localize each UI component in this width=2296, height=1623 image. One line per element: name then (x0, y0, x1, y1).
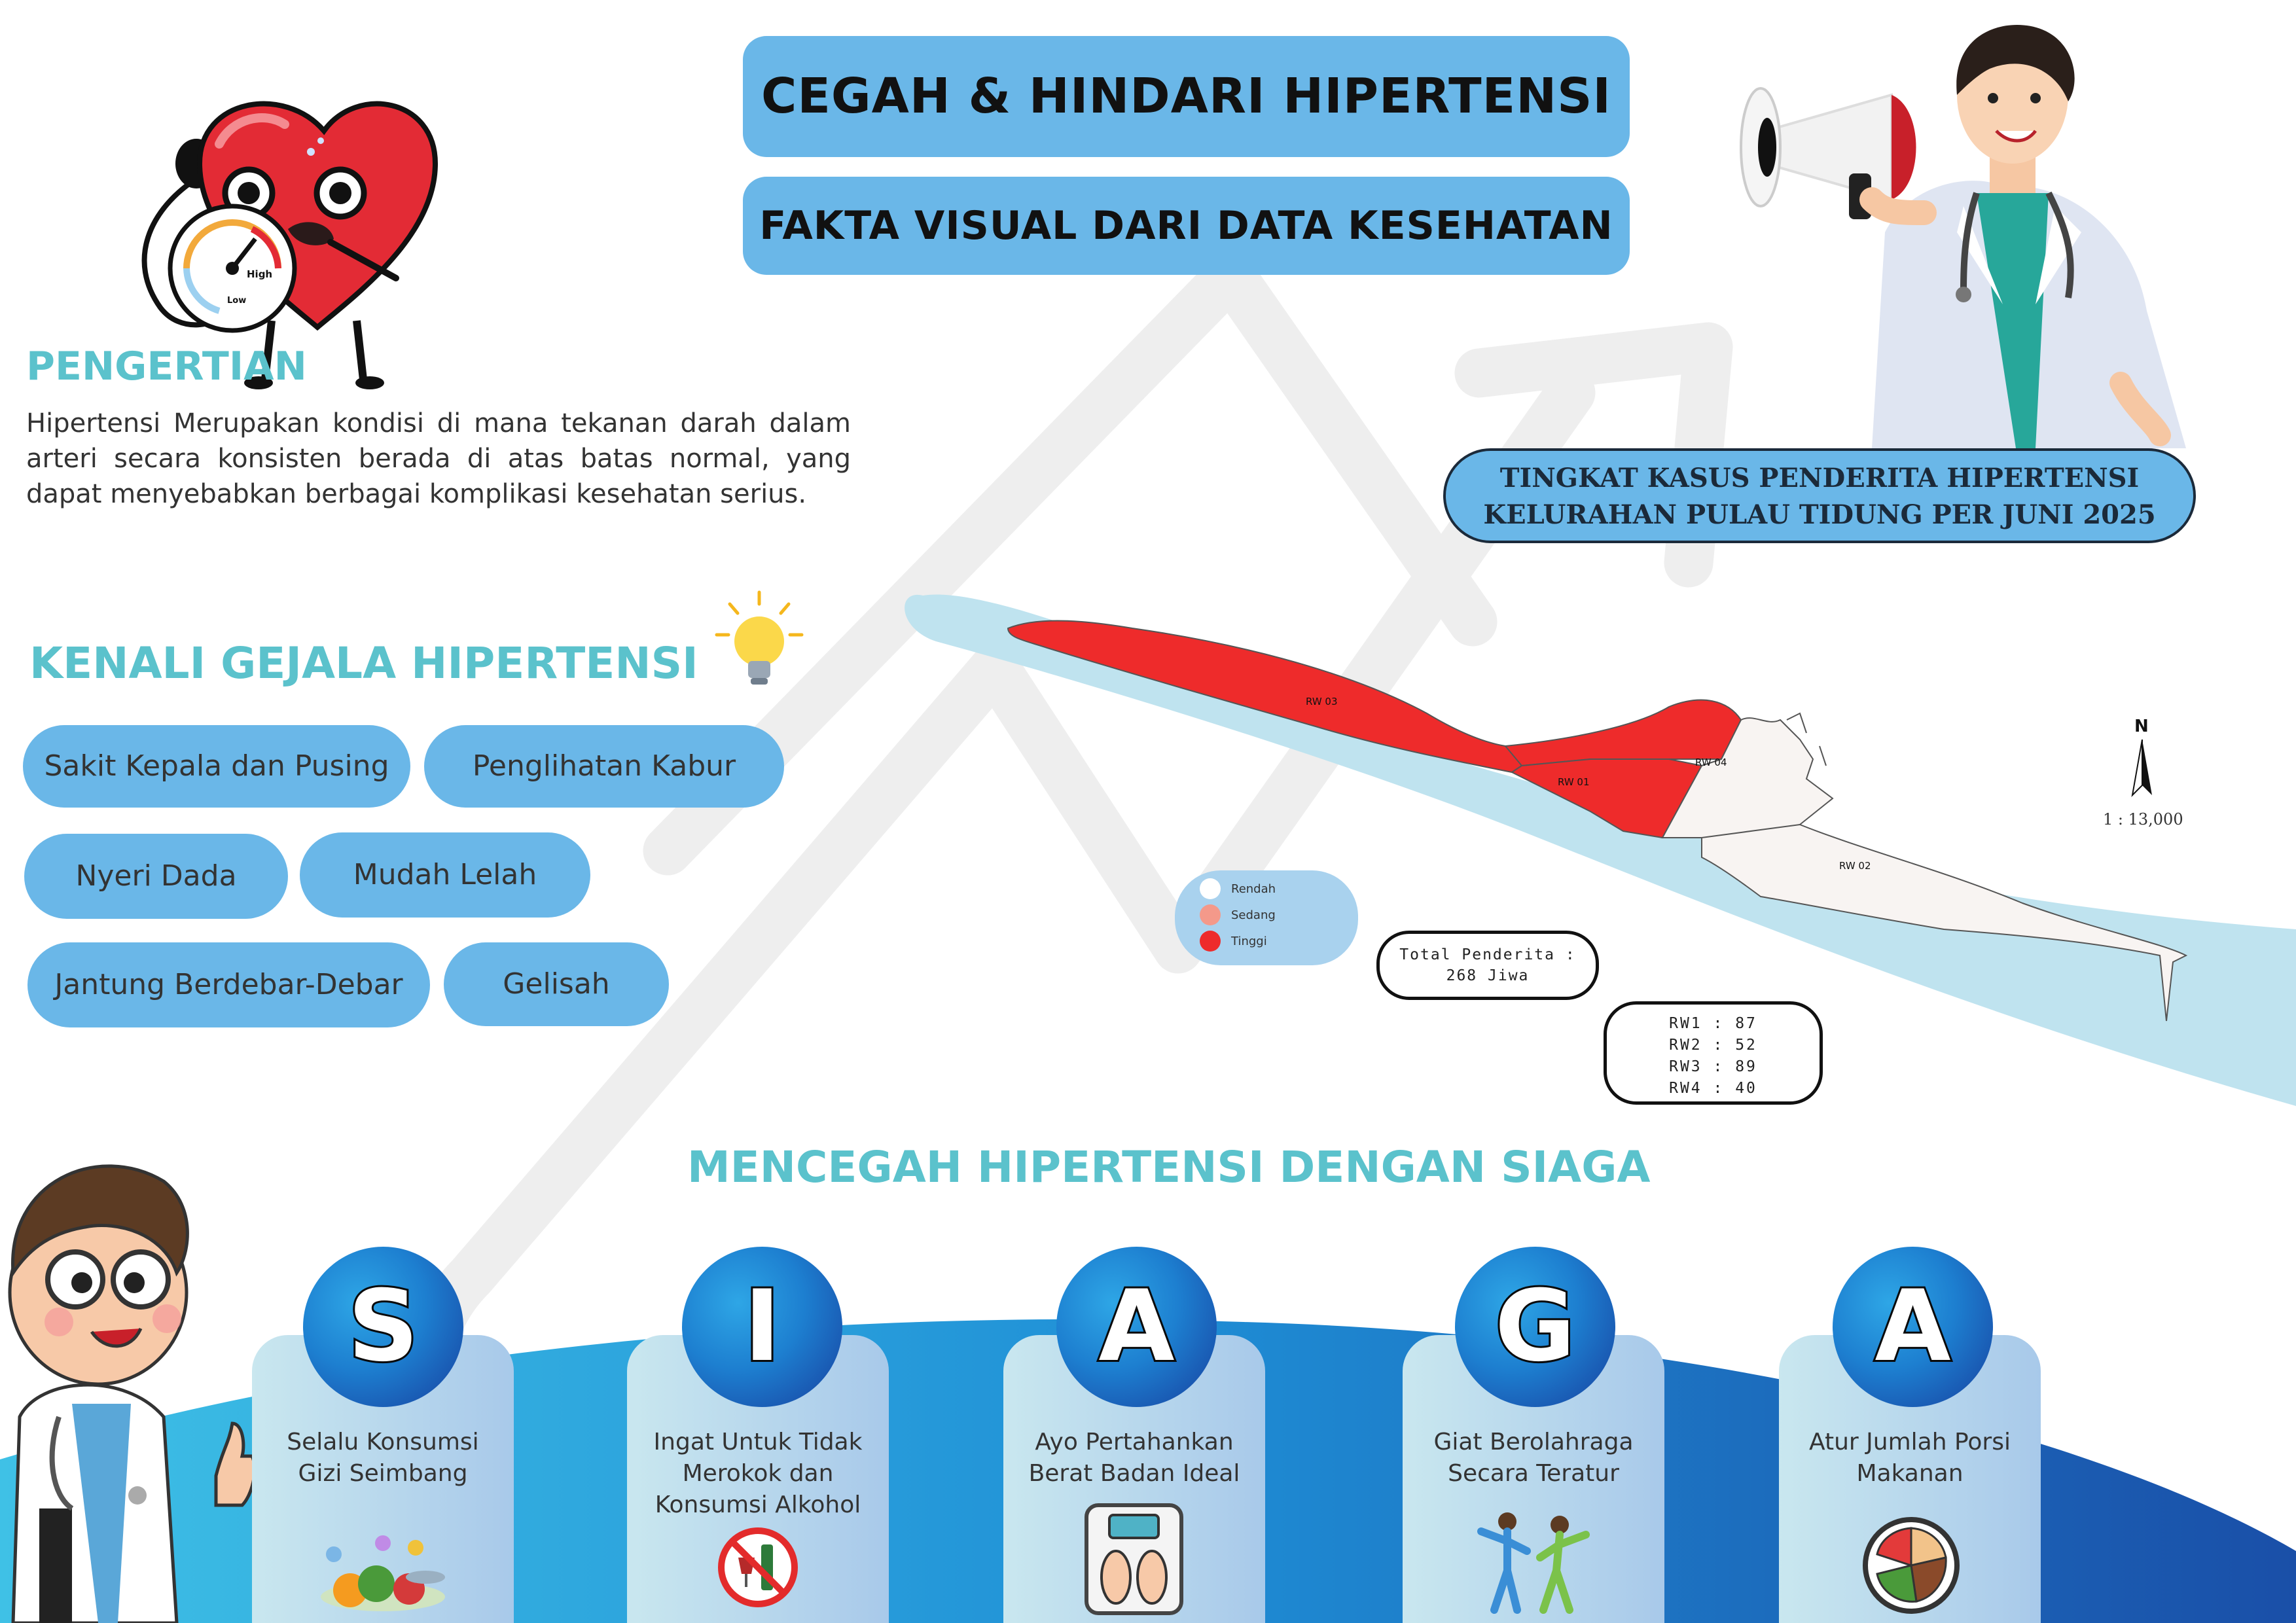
rw-counts-box (1604, 1001, 1823, 1105)
legend-label: Tinggi (1231, 935, 1267, 948)
weighing-scale-icon (1083, 1502, 1185, 1616)
symptom-pill-sakit-kepala: Sakit Kepala dan Pusing (23, 725, 410, 808)
siaga-card-text: Ayo Pertahankan Berat Badan Ideal (1028, 1429, 1240, 1487)
doctor-thumbs-up-illustration (0, 1142, 262, 1623)
map-label-rw02: RW 02 (1839, 860, 1871, 872)
subtitle: FAKTA VISUAL DARI DATA KESEHATAN (743, 177, 1630, 275)
map-region-rw01-north (1505, 700, 1741, 766)
doctor-megaphone-illustration (1728, 16, 2199, 448)
map-title-box (1443, 448, 2196, 543)
definition-heading: PENGERTIAN (26, 344, 307, 389)
rw-count-2: RW2 : 52 (1669, 1037, 1757, 1054)
legend-swatch (1200, 878, 1221, 899)
siaga-letter-g (1455, 1247, 1615, 1407)
definition-text: Hipertensi Merupakan kondisi di mana tekanan darah dalam arteri secara konsisten berada di atas batas normal, yang dapat menyebabkan berbagai komplikasi kesehatan serius. (26, 408, 851, 509)
no-smoking-alcohol-icon (715, 1525, 800, 1610)
rw-count-4: RW4 : 40 (1669, 1080, 1757, 1097)
north-label: N (2134, 717, 2149, 736)
siaga-card-text: Selalu Konsumsi Gizi Seimbang (287, 1429, 479, 1487)
symptom-pill-gelisah: Gelisah (444, 942, 669, 1026)
symptoms-heading: KENALI GEJALA HIPERTENSI (29, 638, 698, 688)
legend-label: Sedang (1231, 908, 1276, 922)
siaga-letter-text: S (348, 1270, 419, 1383)
north-arrow-icon (2129, 740, 2155, 798)
map-title-line2: KELURAHAN PULAU TIDUNG PER JUNI 2025 (1483, 499, 2156, 530)
map-label-rw03: RW 03 (1306, 696, 1338, 707)
food-portion-plate-icon (1861, 1515, 1962, 1616)
map-title-line1: TINGKAT KASUS PENDERITA HIPERTENSI (1499, 463, 2140, 493)
symptom-pill-mudah-lelah: Mudah Lelah (300, 832, 590, 918)
map-label-rw04: RW 04 (1695, 757, 1727, 768)
total-patients-value: 268 Jiwa (1446, 967, 1530, 984)
gauge-high-label: High (247, 268, 273, 280)
siaga-letter-text: A (1098, 1270, 1175, 1383)
siaga-letter-text: I (744, 1270, 781, 1383)
legend-swatch (1200, 931, 1221, 952)
symptom-pill-nyeri-dada: Nyeri Dada (24, 834, 288, 919)
siaga-letter-a2 (1833, 1247, 1993, 1407)
siaga-card-text: Giat Berolahraga Secara Teratur (1433, 1429, 1634, 1487)
map-legend (1175, 870, 1358, 965)
prevention-heading: MENCEGAH HIPERTENSI DENGAN SIAGA (687, 1142, 1651, 1192)
siaga-letter-a1 (1056, 1247, 1217, 1407)
siaga-letter-text: A (1874, 1270, 1951, 1383)
legend-swatch (1200, 904, 1221, 925)
gauge-low-label: Low (227, 296, 247, 306)
symptom-pill-penglihatan-kabur: Penglihatan Kabur (424, 725, 784, 808)
rw-count-1: RW1 : 87 (1669, 1015, 1757, 1032)
symptom-pill-jantung-berdebar: Jantung Berdebar-Debar (27, 942, 430, 1027)
total-patients-label: Total Penderita : (1399, 946, 1576, 963)
main-title: CEGAH & HINDARI HIPERTENSI (743, 36, 1630, 157)
map-water (905, 594, 2296, 1106)
map-scale: 1 : 13,000 (2103, 810, 2183, 829)
light-bulb-icon (710, 586, 808, 690)
map-region-rw03 (1008, 620, 1538, 772)
siaga-letter-text: G (1494, 1270, 1576, 1383)
siaga-card-text: Atur Jumlah Porsi Makanan (1808, 1429, 2011, 1487)
total-patients-box (1376, 931, 1599, 1000)
siaga-letter-i (682, 1247, 842, 1407)
legend-label: Rendah (1231, 882, 1276, 896)
map-label-rw01: RW 01 (1558, 776, 1590, 788)
exercise-icon (1468, 1505, 1599, 1616)
siaga-letter-s (303, 1247, 463, 1407)
rw-count-3: RW3 : 89 (1669, 1058, 1757, 1075)
siaga-card-text: Ingat Untuk Tidak Merokok dan Konsumsi Alkohol (653, 1429, 863, 1518)
healthy-food-icon (311, 1531, 455, 1616)
pulau-tidung-map (884, 563, 2296, 1113)
